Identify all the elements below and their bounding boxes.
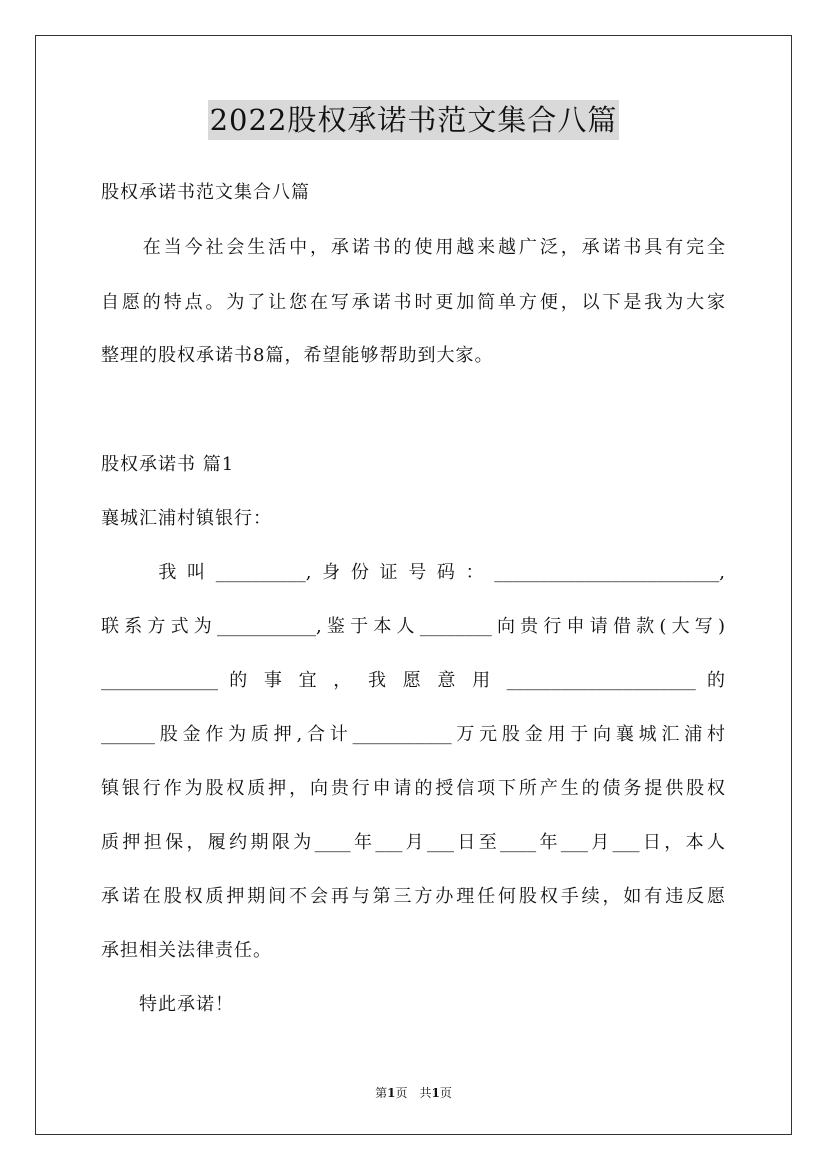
intro-line-3: 整理的股权承诺书8篇，希望能够帮助到大家。 [101, 345, 494, 366]
footer-prefix: 第 [375, 1086, 388, 1100]
body-line-4: ______股金作为质押,合计___________万元股金用于向襄城汇浦村 [101, 724, 725, 745]
body-line-3: _____________ 的 事 宜 ， 我 愿 意 用 _____________________ 的 [101, 670, 725, 691]
body-line-8: 承担相关法律责任。 [101, 940, 272, 961]
body-line-7: 承诺在股权质押期间不会再与第三方办理任何股权手续，如有违反愿 [101, 886, 725, 907]
document-subtitle: 股权承诺书范文集合八篇 [101, 182, 310, 203]
addressee: 襄城汇浦村镇银行： [101, 508, 272, 529]
document-title: 2022股权承诺书范文集合八篇 [208, 100, 620, 140]
footer-suffix: 页 [439, 1086, 452, 1100]
body-line-6: 质押担保，履约期限为____年___月___日至____年___月___日，本人 [101, 832, 725, 853]
body-line-1: 我叫__________,身份证号码：_________________________, [101, 562, 725, 583]
intro-line-2: 自愿的特点。为了让您在写承诺书时更加简单方便，以下是我为大家 [101, 292, 725, 313]
page-footer [0, 1085, 827, 1101]
title-container [0, 100, 827, 140]
footer-total-pages: 1 [431, 1086, 440, 1100]
intro-line-1: 在当今社会生活中，承诺书的使用越来越广泛，承诺书具有完全 [101, 237, 725, 258]
section-heading: 股权承诺书 篇1 [101, 454, 235, 475]
footer-mid: 页 共 [395, 1086, 432, 1100]
closing-statement: 特此承诺！ [101, 994, 234, 1015]
body-line-2: 联系方式为___________,鉴于本人________向贵行申请借款(大写) [101, 616, 725, 637]
footer-page-number: 1 [387, 1086, 396, 1100]
body-line-5: 镇银行作为股权质押，向贵行申请的授信项下所产生的债务提供股权 [101, 778, 725, 799]
